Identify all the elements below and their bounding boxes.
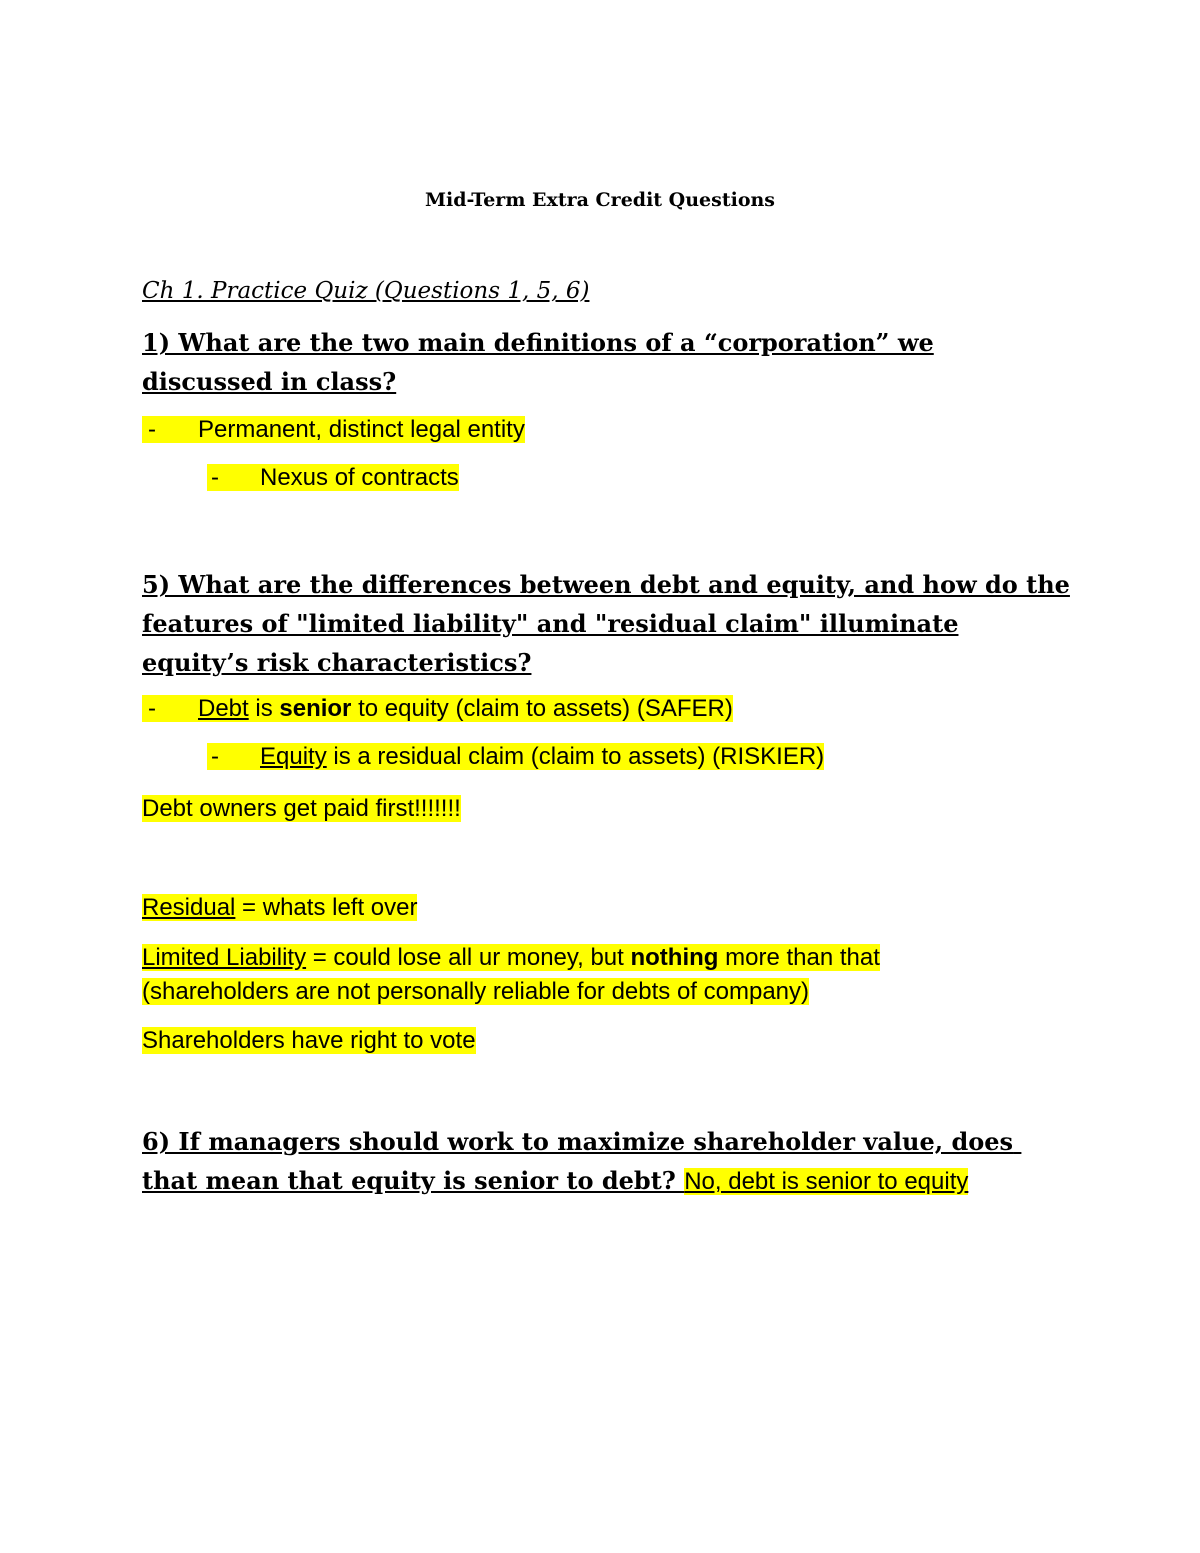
q5-bullet-debt	[142, 692, 733, 726]
bullet-dash: -	[211, 743, 219, 770]
debt-term: Debt	[198, 695, 249, 722]
limited-liability-term: Limited Liability	[142, 944, 307, 971]
q5-bullet-equity	[207, 740, 824, 774]
bullet-text: Nexus of contracts	[260, 464, 459, 491]
senior-word: senior	[279, 695, 352, 722]
shareholders-vote-text: Shareholders have right to vote	[142, 1027, 476, 1054]
document-title: Mid-Term Extra Credit Questions	[424, 189, 775, 211]
bullet-text: Permanent, distinct legal entity	[198, 416, 525, 443]
question-6-text: 6) If managers should work to maximize shareholder value, does that mean that equity is senior to debt?	[142, 1127, 1022, 1195]
note-paid-first-text: Debt owners get paid first!!!!!!!	[142, 795, 461, 822]
nothing-word: nothing	[630, 944, 719, 971]
q1-bullet-1	[142, 413, 525, 447]
bullet-dash: -	[148, 416, 156, 443]
debt-is: is	[248, 695, 280, 722]
question-6	[142, 1122, 1072, 1201]
question-6-answer: No, debt is senior to equity	[684, 1168, 969, 1195]
question-1: 1) What are the two main definitions of a “corporation” we discussed in class?	[142, 328, 934, 396]
limited-line-2-text: (shareholders are not personally reliable for debts of company)	[142, 978, 810, 1005]
limited-rest-1: = could lose all ur money, but	[306, 944, 631, 971]
residual-term: Residual	[142, 894, 236, 921]
residual-definition	[142, 891, 417, 925]
equity-rest: is a residual claim (claim to assets) (RISKIER)	[326, 743, 825, 770]
limited-liability-line-2	[142, 975, 809, 1009]
limited-liability-definition	[142, 941, 880, 975]
bullet-dash: -	[148, 695, 156, 722]
shareholders-vote	[142, 1024, 476, 1058]
residual-rest: = whats left over	[235, 894, 418, 921]
bullet-dash: -	[211, 464, 219, 491]
limited-rest-2: more than that	[718, 944, 880, 971]
q1-bullet-2	[207, 461, 459, 495]
debt-rest: to equity (claim to assets) (SAFER)	[351, 695, 733, 722]
equity-term: Equity	[260, 743, 327, 770]
note-paid-first	[142, 792, 461, 826]
question-5: 5) What are the differences between debt and equity, and how do the features of "limited liability" and "residual claim" illuminate equity’s risk characteristics?	[142, 570, 1070, 677]
section-heading: Ch 1. Practice Quiz (Questions 1, 5, 6)	[142, 278, 590, 304]
